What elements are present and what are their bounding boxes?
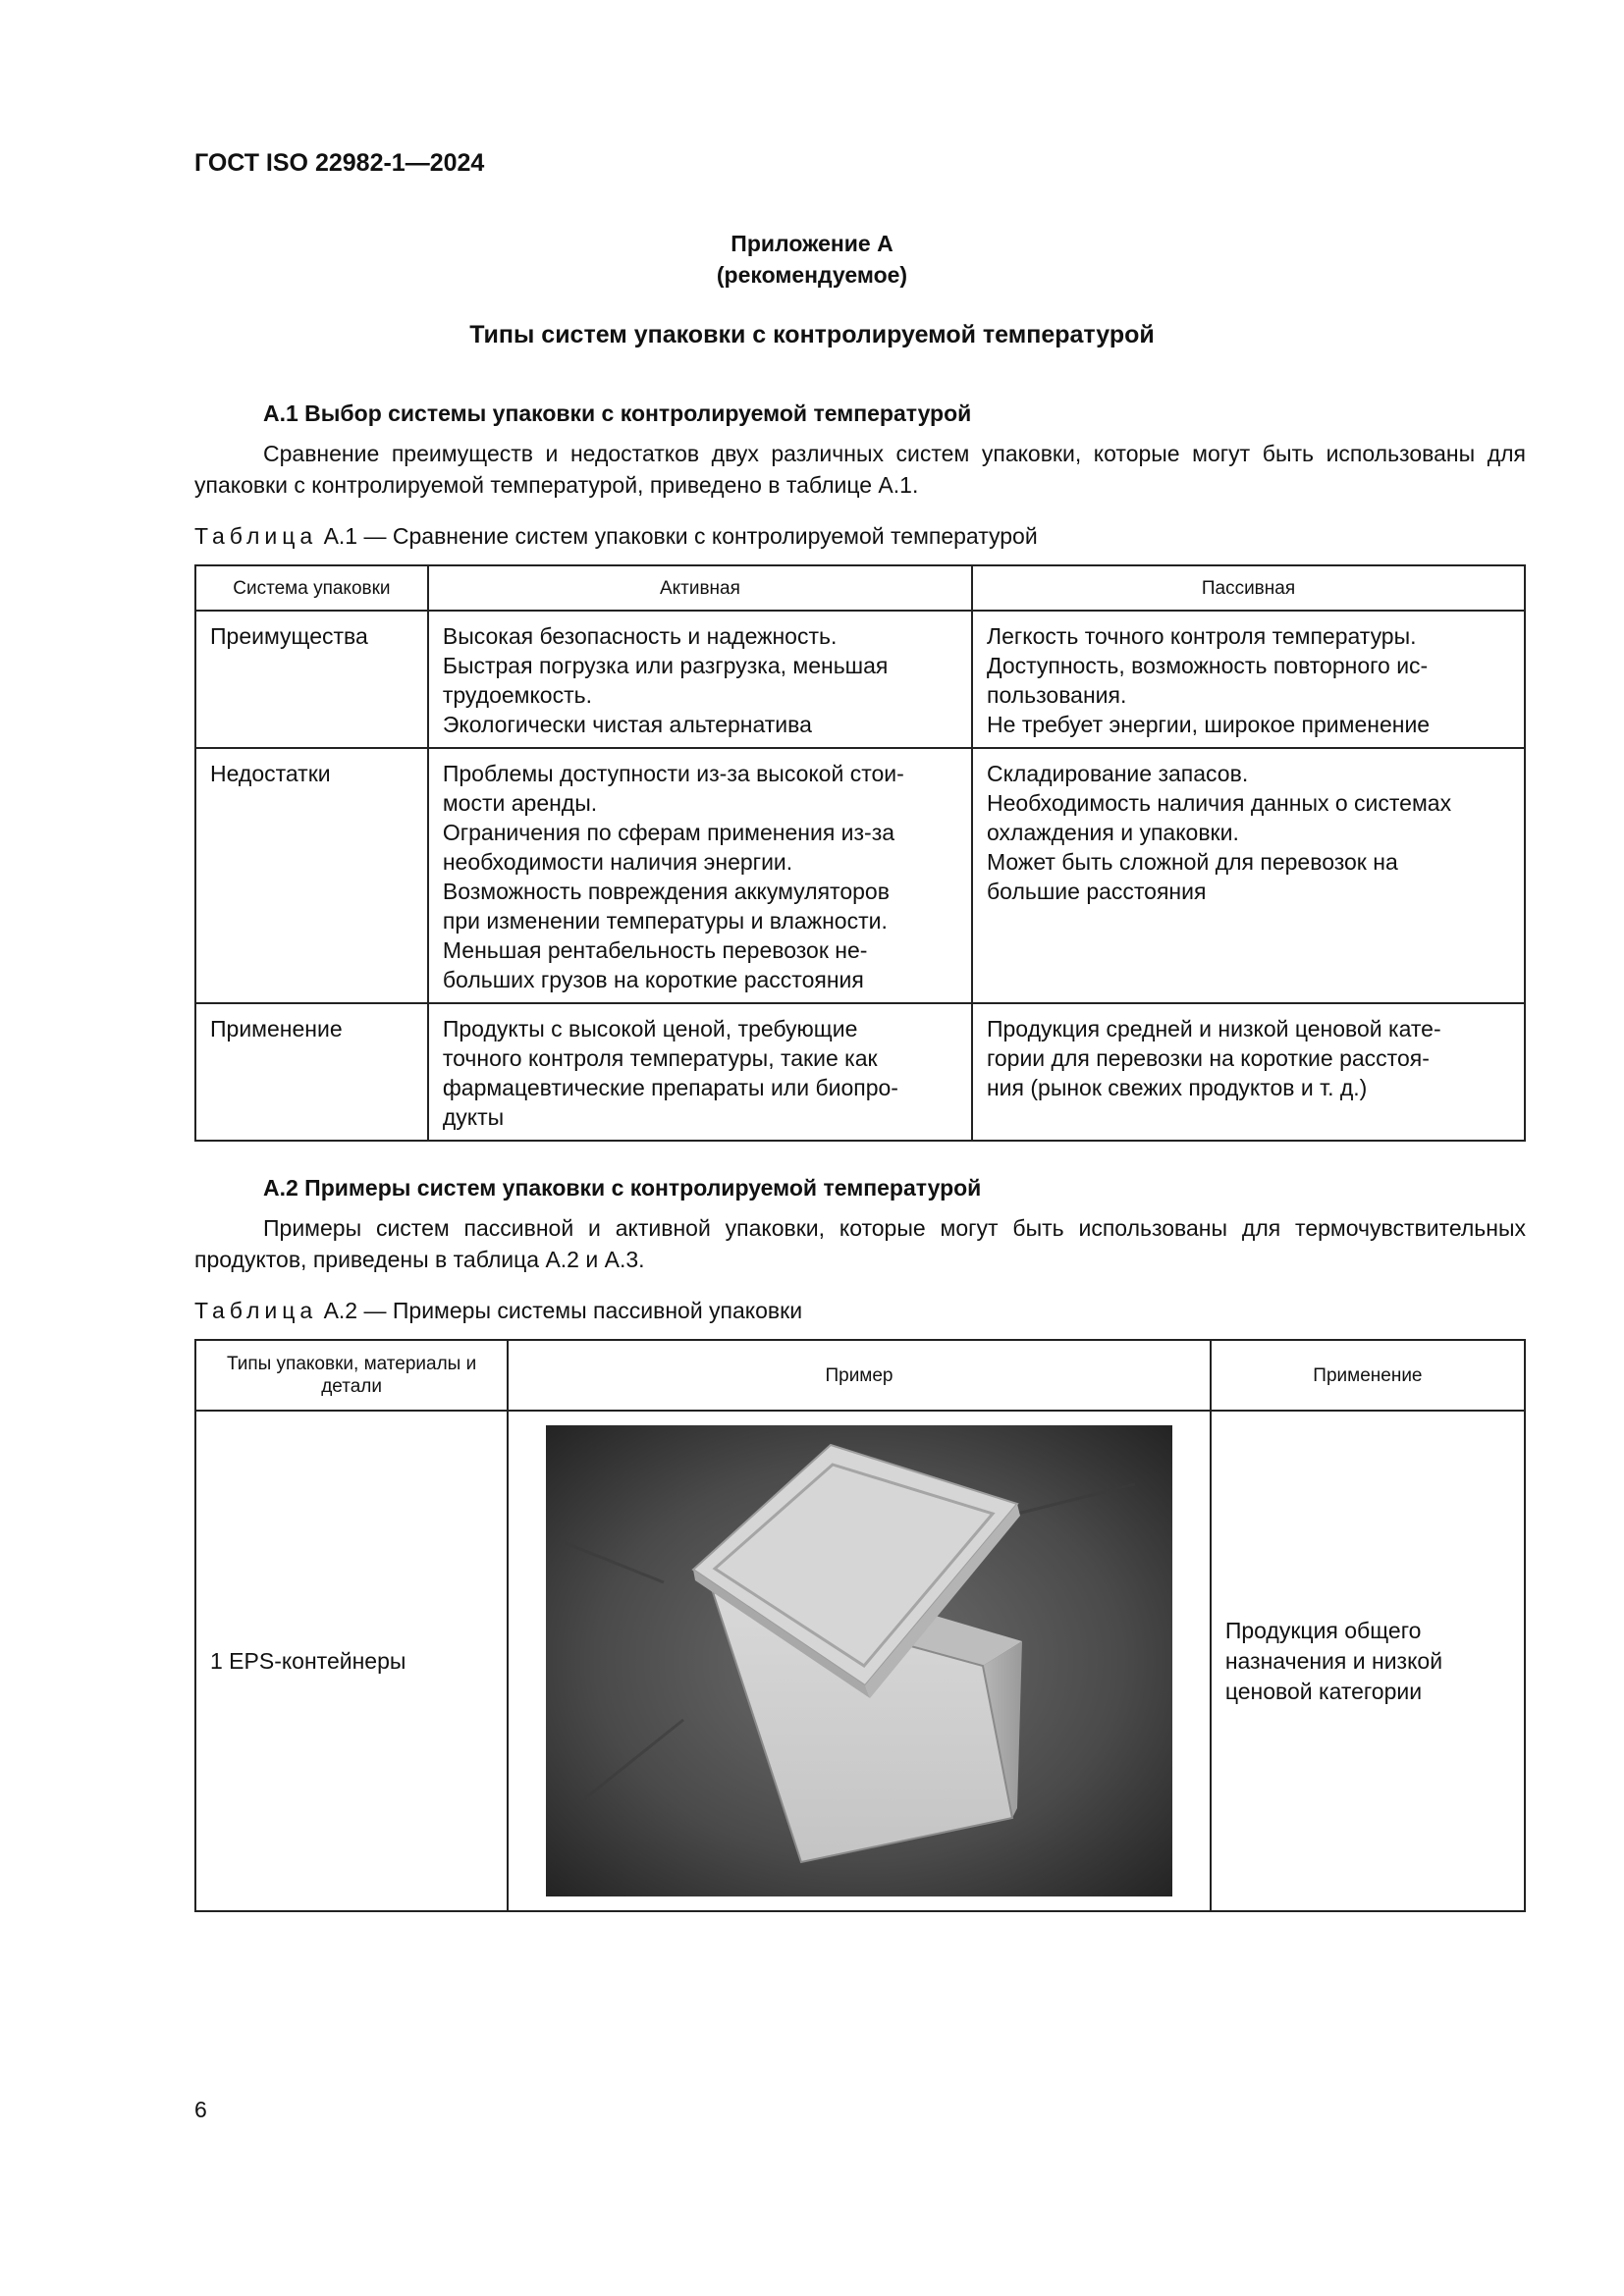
table-row: [195, 1003, 1525, 1141]
cell-line: ния (рынок свежих продуктов и т. д.): [986, 1075, 1368, 1100]
table1-header-passive: Пассивная: [972, 565, 1525, 611]
cell-line: пользования.: [986, 682, 1127, 708]
application-passive-cell: [972, 1003, 1525, 1141]
table2-caption: [194, 1298, 802, 1324]
table1-caption-label: Таблица: [194, 523, 318, 549]
cell-line: Не требует энергии, широкое применение: [986, 712, 1431, 737]
cell-line: больших грузов на короткие расстояния: [442, 967, 864, 992]
cell-line: Экологически чистая альтернатива: [442, 712, 812, 737]
table-row: [195, 1411, 1525, 1911]
annex-header: [0, 228, 1624, 291]
cell-line: дукты: [442, 1104, 505, 1130]
section-a2-paragraph: Примеры систем пассивной и активной упаковки, которые могут быть использованы для термочувствительных продуктов, приведены в таблица А.2 и А.3.: [194, 1215, 1526, 1272]
table2-header-types: Типы упаковки, материалы и детали: [195, 1340, 508, 1411]
table2-header-example: Пример: [508, 1340, 1211, 1411]
row-label-application: Применение: [195, 1003, 428, 1141]
section-a1-heading: А.1 Выбор системы упаковки с контролируемой температурой: [263, 400, 972, 426]
eps-container-photo: [546, 1425, 1172, 1896]
annex-status: (рекомендуемое): [716, 262, 908, 288]
cell-line: необходимости наличия энергии.: [442, 849, 793, 875]
table1-caption-text: А.1 — Сравнение систем упаковки с контролируемой температурой: [317, 523, 1038, 549]
annex-label: Приложение А: [731, 231, 893, 256]
page-number: 6: [194, 2097, 207, 2122]
table-row: [195, 611, 1525, 748]
table1-header-system: Система упаковки: [195, 565, 428, 611]
cell-line: Меньшая рентабельность перевозок не-: [442, 937, 868, 963]
table1-header-row: [195, 565, 1525, 611]
cell-line: Продукция средней и низкой ценовой кате-: [986, 1016, 1441, 1041]
disadvantages-passive-cell: [972, 748, 1525, 1003]
disadvantages-active-cell: [428, 748, 972, 1003]
cell-line: трудоемкость.: [442, 682, 592, 708]
table-row: [195, 748, 1525, 1003]
passive-packaging-table: [194, 1339, 1526, 1912]
table2-header-application: Применение: [1211, 1340, 1525, 1411]
table2-header-row: [195, 1340, 1525, 1411]
annex-title: Типы систем упаковки с контролируемой температурой: [469, 321, 1155, 348]
eps-type-cell: 1 EPS-контейнеры: [195, 1411, 508, 1911]
cell-line: фармацевтические препараты или биопро-: [442, 1075, 898, 1100]
row-label-disadvantages: Недостатки: [195, 748, 428, 1003]
cell-line: Легкость точного контроля температуры.: [986, 623, 1417, 649]
cell-line: Проблемы доступности из-за высокой стои-: [442, 761, 904, 786]
document-code: ГОСТ ISO 22982-1—2024: [194, 149, 485, 177]
cell-line: Складирование запасов.: [986, 761, 1249, 786]
advantages-active-cell: [428, 611, 972, 748]
cell-line: Возможность повреждения аккумуляторов: [442, 879, 890, 904]
cell-line: гории для перевозки на короткие расстоя-: [986, 1045, 1430, 1071]
table2-caption-text: А.2 — Примеры системы пассивной упаковки: [317, 1298, 803, 1323]
section-a1-paragraph: Сравнение преимуществ и недостатков двух различных систем упаковки, которые могут быть использованы для упаковки с контролируемой температурой, приведено в таблице А.1.: [194, 441, 1526, 498]
eps-application-cell: Продукция общего назначения и низкой ценовой категории: [1211, 1411, 1525, 1911]
cell-line: Доступность, возможность повторного ис-: [986, 653, 1429, 678]
cell-line: Ограничения по сферам применения из-за: [442, 820, 895, 845]
cell-line: Продукты с высокой ценой, требующие: [442, 1016, 858, 1041]
cell-line: Необходимость наличия данных о системах: [986, 790, 1452, 816]
row-label-advantages: Преимущества: [195, 611, 428, 748]
cell-line: при изменении температуры и влажности.: [442, 908, 888, 934]
comparison-table: [194, 564, 1526, 1142]
table1-header-active: Активная: [428, 565, 972, 611]
cell-line: охлаждения и упаковки.: [986, 820, 1239, 845]
table1-caption: [194, 523, 1038, 550]
table2-caption-label: Таблица: [194, 1298, 318, 1323]
cell-line: Быстрая погрузка или разгрузка, меньшая: [442, 653, 889, 678]
example-photo-cell: [508, 1411, 1211, 1911]
cell-line: Может быть сложной для перевозок на: [986, 849, 1398, 875]
cell-line: точного контроля температуры, такие как: [442, 1045, 878, 1071]
application-active-cell: [428, 1003, 972, 1141]
advantages-passive-cell: [972, 611, 1525, 748]
cell-line: мости аренды.: [442, 790, 598, 816]
cell-line: Высокая безопасность и надежность.: [442, 623, 838, 649]
section-a2-heading: А.2 Примеры систем упаковки с контролируемой температурой: [263, 1175, 982, 1201]
cell-line: большие расстояния: [986, 879, 1207, 904]
